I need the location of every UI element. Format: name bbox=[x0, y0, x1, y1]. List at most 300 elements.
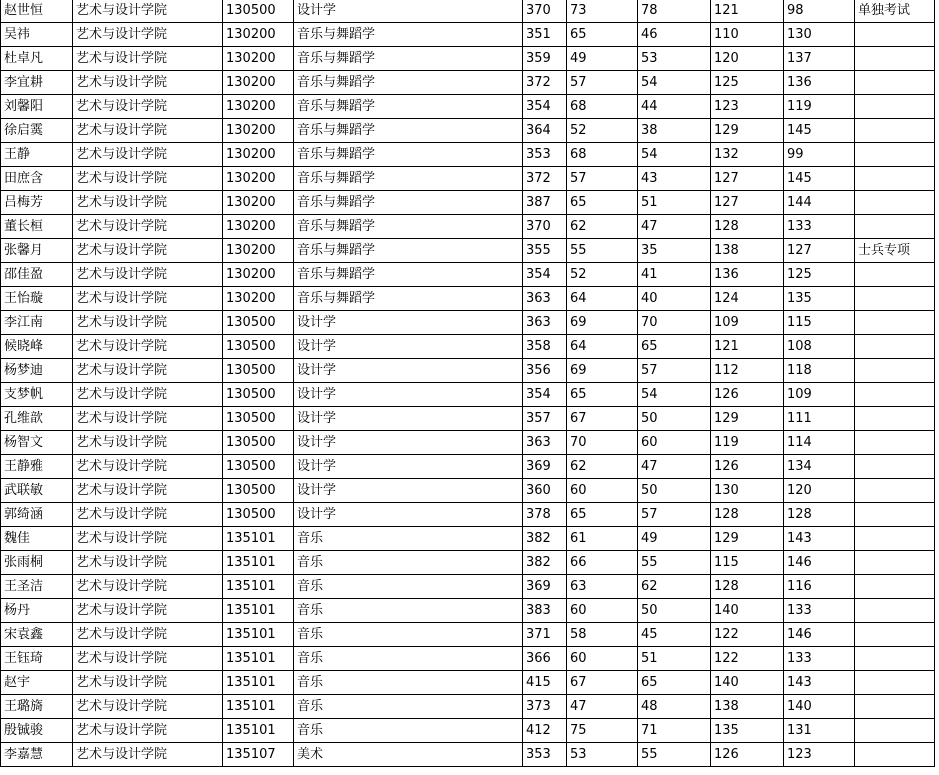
remark-cell[interactable] bbox=[855, 479, 935, 503]
college-cell[interactable]: 艺术与设计学院 bbox=[73, 719, 223, 743]
college-cell[interactable]: 艺术与设计学院 bbox=[73, 503, 223, 527]
major-name-cell[interactable]: 音乐 bbox=[294, 623, 523, 647]
score-4-cell[interactable]: 115 bbox=[784, 311, 855, 335]
score-3-cell[interactable]: 136 bbox=[711, 263, 784, 287]
name-cell[interactable]: 宋袁鑫 bbox=[1, 623, 73, 647]
name-cell[interactable]: 李嘉慧 bbox=[1, 743, 73, 767]
score-3-cell[interactable]: 127 bbox=[711, 191, 784, 215]
total-score-cell[interactable]: 351 bbox=[523, 23, 567, 47]
major-name-cell[interactable]: 音乐 bbox=[294, 671, 523, 695]
score-3-cell[interactable]: 120 bbox=[711, 47, 784, 71]
name-cell[interactable]: 吴祎 bbox=[1, 23, 73, 47]
college-cell[interactable]: 艺术与设计学院 bbox=[73, 599, 223, 623]
major-code-cell[interactable]: 135101 bbox=[223, 695, 294, 719]
remark-cell[interactable] bbox=[855, 647, 935, 671]
college-cell[interactable]: 艺术与设计学院 bbox=[73, 383, 223, 407]
total-score-cell[interactable]: 412 bbox=[523, 719, 567, 743]
major-code-cell[interactable]: 135101 bbox=[223, 599, 294, 623]
score-2-cell[interactable]: 51 bbox=[638, 191, 711, 215]
score-1-cell[interactable]: 57 bbox=[567, 167, 638, 191]
college-cell[interactable]: 艺术与设计学院 bbox=[73, 215, 223, 239]
score-1-cell[interactable]: 63 bbox=[567, 575, 638, 599]
total-score-cell[interactable]: 370 bbox=[523, 0, 567, 23]
total-score-cell[interactable]: 357 bbox=[523, 407, 567, 431]
major-name-cell[interactable]: 音乐与舞蹈学 bbox=[294, 263, 523, 287]
score-1-cell[interactable]: 61 bbox=[567, 527, 638, 551]
major-name-cell[interactable]: 音乐 bbox=[294, 647, 523, 671]
score-4-cell[interactable]: 130 bbox=[784, 23, 855, 47]
score-4-cell[interactable]: 120 bbox=[784, 479, 855, 503]
score-2-cell[interactable]: 62 bbox=[638, 575, 711, 599]
score-1-cell[interactable]: 73 bbox=[567, 0, 638, 23]
major-name-cell[interactable]: 设计学 bbox=[294, 0, 523, 23]
remark-cell[interactable] bbox=[855, 287, 935, 311]
score-3-cell[interactable]: 115 bbox=[711, 551, 784, 575]
score-2-cell[interactable]: 45 bbox=[638, 623, 711, 647]
score-2-cell[interactable]: 49 bbox=[638, 527, 711, 551]
major-code-cell[interactable]: 130500 bbox=[223, 479, 294, 503]
score-4-cell[interactable]: 133 bbox=[784, 215, 855, 239]
major-code-cell[interactable]: 135101 bbox=[223, 671, 294, 695]
score-3-cell[interactable]: 122 bbox=[711, 623, 784, 647]
score-1-cell[interactable]: 52 bbox=[567, 119, 638, 143]
score-3-cell[interactable]: 124 bbox=[711, 287, 784, 311]
remark-cell[interactable] bbox=[855, 623, 935, 647]
major-code-cell[interactable]: 130500 bbox=[223, 431, 294, 455]
score-3-cell[interactable]: 128 bbox=[711, 575, 784, 599]
score-3-cell[interactable]: 123 bbox=[711, 95, 784, 119]
major-name-cell[interactable]: 音乐与舞蹈学 bbox=[294, 47, 523, 71]
score-4-cell[interactable]: 114 bbox=[784, 431, 855, 455]
score-4-cell[interactable]: 143 bbox=[784, 671, 855, 695]
total-score-cell[interactable]: 356 bbox=[523, 359, 567, 383]
major-name-cell[interactable]: 音乐与舞蹈学 bbox=[294, 143, 523, 167]
major-code-cell[interactable]: 130200 bbox=[223, 167, 294, 191]
major-name-cell[interactable]: 音乐与舞蹈学 bbox=[294, 167, 523, 191]
score-3-cell[interactable]: 129 bbox=[711, 119, 784, 143]
score-3-cell[interactable]: 128 bbox=[711, 503, 784, 527]
score-1-cell[interactable]: 55 bbox=[567, 239, 638, 263]
score-1-cell[interactable]: 64 bbox=[567, 287, 638, 311]
score-3-cell[interactable]: 128 bbox=[711, 215, 784, 239]
score-2-cell[interactable]: 43 bbox=[638, 167, 711, 191]
college-cell[interactable]: 艺术与设计学院 bbox=[73, 119, 223, 143]
major-name-cell[interactable]: 音乐与舞蹈学 bbox=[294, 119, 523, 143]
score-3-cell[interactable]: 121 bbox=[711, 0, 784, 23]
score-1-cell[interactable]: 60 bbox=[567, 647, 638, 671]
remark-cell[interactable] bbox=[855, 119, 935, 143]
score-3-cell[interactable]: 126 bbox=[711, 743, 784, 767]
major-name-cell[interactable]: 音乐与舞蹈学 bbox=[294, 215, 523, 239]
college-cell[interactable]: 艺术与设计学院 bbox=[73, 71, 223, 95]
score-1-cell[interactable]: 65 bbox=[567, 383, 638, 407]
score-2-cell[interactable]: 54 bbox=[638, 383, 711, 407]
major-code-cell[interactable]: 130200 bbox=[223, 119, 294, 143]
score-2-cell[interactable]: 41 bbox=[638, 263, 711, 287]
college-cell[interactable]: 艺术与设计学院 bbox=[73, 695, 223, 719]
score-2-cell[interactable]: 46 bbox=[638, 23, 711, 47]
score-1-cell[interactable]: 52 bbox=[567, 263, 638, 287]
total-score-cell[interactable]: 360 bbox=[523, 479, 567, 503]
score-3-cell[interactable]: 140 bbox=[711, 599, 784, 623]
college-cell[interactable]: 艺术与设计学院 bbox=[73, 0, 223, 23]
remark-cell[interactable] bbox=[855, 575, 935, 599]
major-code-cell[interactable]: 135101 bbox=[223, 575, 294, 599]
score-1-cell[interactable]: 60 bbox=[567, 599, 638, 623]
score-1-cell[interactable]: 68 bbox=[567, 143, 638, 167]
score-3-cell[interactable]: 126 bbox=[711, 455, 784, 479]
major-name-cell[interactable]: 音乐 bbox=[294, 695, 523, 719]
name-cell[interactable]: 王怡璇 bbox=[1, 287, 73, 311]
name-cell[interactable]: 武联敏 bbox=[1, 479, 73, 503]
remark-cell[interactable] bbox=[855, 527, 935, 551]
remark-cell[interactable] bbox=[855, 719, 935, 743]
major-code-cell[interactable]: 130500 bbox=[223, 383, 294, 407]
remark-cell[interactable] bbox=[855, 359, 935, 383]
college-cell[interactable]: 艺术与设计学院 bbox=[73, 143, 223, 167]
remark-cell[interactable] bbox=[855, 143, 935, 167]
score-2-cell[interactable]: 50 bbox=[638, 599, 711, 623]
total-score-cell[interactable]: 354 bbox=[523, 263, 567, 287]
score-2-cell[interactable]: 55 bbox=[638, 551, 711, 575]
score-2-cell[interactable]: 50 bbox=[638, 407, 711, 431]
score-2-cell[interactable]: 44 bbox=[638, 95, 711, 119]
score-3-cell[interactable]: 129 bbox=[711, 527, 784, 551]
college-cell[interactable]: 艺术与设计学院 bbox=[73, 95, 223, 119]
major-code-cell[interactable]: 130500 bbox=[223, 0, 294, 23]
major-code-cell[interactable]: 135101 bbox=[223, 719, 294, 743]
total-score-cell[interactable]: 363 bbox=[523, 311, 567, 335]
major-code-cell[interactable]: 130200 bbox=[223, 47, 294, 71]
remark-cell[interactable] bbox=[855, 167, 935, 191]
college-cell[interactable]: 艺术与设计学院 bbox=[73, 455, 223, 479]
college-cell[interactable]: 艺术与设计学院 bbox=[73, 647, 223, 671]
score-3-cell[interactable]: 130 bbox=[711, 479, 784, 503]
name-cell[interactable]: 吕梅芳 bbox=[1, 191, 73, 215]
score-1-cell[interactable]: 75 bbox=[567, 719, 638, 743]
score-1-cell[interactable]: 65 bbox=[567, 23, 638, 47]
score-4-cell[interactable]: 143 bbox=[784, 527, 855, 551]
major-name-cell[interactable]: 设计学 bbox=[294, 311, 523, 335]
score-3-cell[interactable]: 127 bbox=[711, 167, 784, 191]
score-3-cell[interactable]: 112 bbox=[711, 359, 784, 383]
score-1-cell[interactable]: 65 bbox=[567, 503, 638, 527]
score-4-cell[interactable]: 119 bbox=[784, 95, 855, 119]
total-score-cell[interactable]: 355 bbox=[523, 239, 567, 263]
score-3-cell[interactable]: 138 bbox=[711, 695, 784, 719]
major-code-cell[interactable]: 130200 bbox=[223, 239, 294, 263]
total-score-cell[interactable]: 372 bbox=[523, 71, 567, 95]
name-cell[interactable]: 杨智文 bbox=[1, 431, 73, 455]
score-4-cell[interactable]: 133 bbox=[784, 647, 855, 671]
major-name-cell[interactable]: 音乐 bbox=[294, 575, 523, 599]
college-cell[interactable]: 艺术与设计学院 bbox=[73, 551, 223, 575]
total-score-cell[interactable]: 373 bbox=[523, 695, 567, 719]
score-2-cell[interactable]: 54 bbox=[638, 143, 711, 167]
score-4-cell[interactable]: 146 bbox=[784, 623, 855, 647]
major-code-cell[interactable]: 135107 bbox=[223, 743, 294, 767]
score-3-cell[interactable]: 138 bbox=[711, 239, 784, 263]
name-cell[interactable]: 赵世恒 bbox=[1, 0, 73, 23]
remark-cell[interactable] bbox=[855, 47, 935, 71]
score-4-cell[interactable]: 111 bbox=[784, 407, 855, 431]
remark-cell[interactable] bbox=[855, 599, 935, 623]
score-3-cell[interactable]: 109 bbox=[711, 311, 784, 335]
major-code-cell[interactable]: 130500 bbox=[223, 455, 294, 479]
total-score-cell[interactable]: 354 bbox=[523, 95, 567, 119]
score-4-cell[interactable]: 135 bbox=[784, 287, 855, 311]
score-3-cell[interactable]: 135 bbox=[711, 719, 784, 743]
score-1-cell[interactable]: 69 bbox=[567, 311, 638, 335]
score-2-cell[interactable]: 55 bbox=[638, 743, 711, 767]
name-cell[interactable]: 杨丹 bbox=[1, 599, 73, 623]
major-code-cell[interactable]: 130500 bbox=[223, 311, 294, 335]
name-cell[interactable]: 候晓峰 bbox=[1, 335, 73, 359]
remark-cell[interactable] bbox=[855, 23, 935, 47]
college-cell[interactable]: 艺术与设计学院 bbox=[73, 623, 223, 647]
major-name-cell[interactable]: 音乐与舞蹈学 bbox=[294, 239, 523, 263]
score-2-cell[interactable]: 40 bbox=[638, 287, 711, 311]
score-4-cell[interactable]: 145 bbox=[784, 119, 855, 143]
remark-cell[interactable] bbox=[855, 191, 935, 215]
score-2-cell[interactable]: 71 bbox=[638, 719, 711, 743]
score-4-cell[interactable]: 145 bbox=[784, 167, 855, 191]
total-score-cell[interactable]: 382 bbox=[523, 551, 567, 575]
name-cell[interactable]: 李宜耕 bbox=[1, 71, 73, 95]
score-3-cell[interactable]: 126 bbox=[711, 383, 784, 407]
remark-cell[interactable] bbox=[855, 95, 935, 119]
score-1-cell[interactable]: 53 bbox=[567, 743, 638, 767]
major-code-cell[interactable]: 130500 bbox=[223, 335, 294, 359]
major-code-cell[interactable]: 135101 bbox=[223, 647, 294, 671]
score-1-cell[interactable]: 70 bbox=[567, 431, 638, 455]
score-4-cell[interactable]: 146 bbox=[784, 551, 855, 575]
total-score-cell[interactable]: 378 bbox=[523, 503, 567, 527]
remark-cell[interactable] bbox=[855, 311, 935, 335]
major-name-cell[interactable]: 音乐 bbox=[294, 599, 523, 623]
major-name-cell[interactable]: 音乐与舞蹈学 bbox=[294, 191, 523, 215]
score-4-cell[interactable]: 137 bbox=[784, 47, 855, 71]
score-2-cell[interactable]: 51 bbox=[638, 647, 711, 671]
score-1-cell[interactable]: 64 bbox=[567, 335, 638, 359]
name-cell[interactable]: 赵宇 bbox=[1, 671, 73, 695]
total-score-cell[interactable]: 353 bbox=[523, 143, 567, 167]
remark-cell[interactable] bbox=[855, 671, 935, 695]
total-score-cell[interactable]: 359 bbox=[523, 47, 567, 71]
major-name-cell[interactable]: 设计学 bbox=[294, 431, 523, 455]
score-1-cell[interactable]: 60 bbox=[567, 479, 638, 503]
name-cell[interactable]: 张雨桐 bbox=[1, 551, 73, 575]
score-3-cell[interactable]: 122 bbox=[711, 647, 784, 671]
name-cell[interactable]: 支梦帆 bbox=[1, 383, 73, 407]
major-code-cell[interactable]: 130200 bbox=[223, 287, 294, 311]
remark-cell[interactable] bbox=[855, 455, 935, 479]
total-score-cell[interactable]: 363 bbox=[523, 287, 567, 311]
college-cell[interactable]: 艺术与设计学院 bbox=[73, 407, 223, 431]
total-score-cell[interactable]: 363 bbox=[523, 431, 567, 455]
score-2-cell[interactable]: 78 bbox=[638, 0, 711, 23]
college-cell[interactable]: 艺术与设计学院 bbox=[73, 263, 223, 287]
score-3-cell[interactable]: 129 bbox=[711, 407, 784, 431]
remark-cell[interactable]: 单独考试 bbox=[855, 0, 935, 23]
major-code-cell[interactable]: 130500 bbox=[223, 407, 294, 431]
name-cell[interactable]: 李江南 bbox=[1, 311, 73, 335]
score-2-cell[interactable]: 47 bbox=[638, 215, 711, 239]
college-cell[interactable]: 艺术与设计学院 bbox=[73, 167, 223, 191]
score-4-cell[interactable]: 125 bbox=[784, 263, 855, 287]
remark-cell[interactable] bbox=[855, 431, 935, 455]
college-cell[interactable]: 艺术与设计学院 bbox=[73, 527, 223, 551]
total-score-cell[interactable]: 383 bbox=[523, 599, 567, 623]
total-score-cell[interactable]: 372 bbox=[523, 167, 567, 191]
score-3-cell[interactable]: 132 bbox=[711, 143, 784, 167]
major-name-cell[interactable]: 音乐与舞蹈学 bbox=[294, 95, 523, 119]
college-cell[interactable]: 艺术与设计学院 bbox=[73, 575, 223, 599]
remark-cell[interactable] bbox=[855, 335, 935, 359]
score-1-cell[interactable]: 57 bbox=[567, 71, 638, 95]
major-code-cell[interactable]: 130200 bbox=[223, 215, 294, 239]
score-4-cell[interactable]: 127 bbox=[784, 239, 855, 263]
score-2-cell[interactable]: 70 bbox=[638, 311, 711, 335]
college-cell[interactable]: 艺术与设计学院 bbox=[73, 671, 223, 695]
major-name-cell[interactable]: 音乐与舞蹈学 bbox=[294, 71, 523, 95]
major-code-cell[interactable]: 135101 bbox=[223, 623, 294, 647]
score-4-cell[interactable]: 116 bbox=[784, 575, 855, 599]
name-cell[interactable]: 王圣洁 bbox=[1, 575, 73, 599]
name-cell[interactable]: 刘馨阳 bbox=[1, 95, 73, 119]
college-cell[interactable]: 艺术与设计学院 bbox=[73, 335, 223, 359]
major-code-cell[interactable]: 130500 bbox=[223, 359, 294, 383]
total-score-cell[interactable]: 364 bbox=[523, 119, 567, 143]
major-name-cell[interactable]: 美术 bbox=[294, 743, 523, 767]
remark-cell[interactable] bbox=[855, 503, 935, 527]
score-2-cell[interactable]: 48 bbox=[638, 695, 711, 719]
score-2-cell[interactable]: 57 bbox=[638, 503, 711, 527]
total-score-cell[interactable]: 354 bbox=[523, 383, 567, 407]
major-code-cell[interactable]: 135101 bbox=[223, 527, 294, 551]
score-1-cell[interactable]: 47 bbox=[567, 695, 638, 719]
score-1-cell[interactable]: 62 bbox=[567, 455, 638, 479]
score-4-cell[interactable]: 131 bbox=[784, 719, 855, 743]
score-3-cell[interactable]: 140 bbox=[711, 671, 784, 695]
score-1-cell[interactable]: 62 bbox=[567, 215, 638, 239]
name-cell[interactable]: 张馨月 bbox=[1, 239, 73, 263]
major-code-cell[interactable]: 135101 bbox=[223, 551, 294, 575]
remark-cell[interactable] bbox=[855, 263, 935, 287]
name-cell[interactable]: 王静 bbox=[1, 143, 73, 167]
major-name-cell[interactable]: 设计学 bbox=[294, 383, 523, 407]
major-name-cell[interactable]: 设计学 bbox=[294, 335, 523, 359]
major-name-cell[interactable]: 音乐 bbox=[294, 551, 523, 575]
name-cell[interactable]: 杨梦迪 bbox=[1, 359, 73, 383]
college-cell[interactable]: 艺术与设计学院 bbox=[73, 479, 223, 503]
major-code-cell[interactable]: 130200 bbox=[223, 71, 294, 95]
major-name-cell[interactable]: 音乐 bbox=[294, 719, 523, 743]
college-cell[interactable]: 艺术与设计学院 bbox=[73, 239, 223, 263]
college-cell[interactable]: 艺术与设计学院 bbox=[73, 287, 223, 311]
major-code-cell[interactable]: 130200 bbox=[223, 191, 294, 215]
name-cell[interactable]: 田庶含 bbox=[1, 167, 73, 191]
score-2-cell[interactable]: 57 bbox=[638, 359, 711, 383]
remark-cell[interactable]: 士兵专项 bbox=[855, 239, 935, 263]
score-4-cell[interactable]: 133 bbox=[784, 599, 855, 623]
total-score-cell[interactable]: 369 bbox=[523, 575, 567, 599]
college-cell[interactable]: 艺术与设计学院 bbox=[73, 359, 223, 383]
college-cell[interactable]: 艺术与设计学院 bbox=[73, 191, 223, 215]
remark-cell[interactable] bbox=[855, 71, 935, 95]
total-score-cell[interactable]: 415 bbox=[523, 671, 567, 695]
remark-cell[interactable] bbox=[855, 551, 935, 575]
major-code-cell[interactable]: 130200 bbox=[223, 95, 294, 119]
total-score-cell[interactable]: 371 bbox=[523, 623, 567, 647]
score-4-cell[interactable]: 109 bbox=[784, 383, 855, 407]
score-2-cell[interactable]: 47 bbox=[638, 455, 711, 479]
name-cell[interactable]: 殷铖骏 bbox=[1, 719, 73, 743]
remark-cell[interactable] bbox=[855, 407, 935, 431]
major-code-cell[interactable]: 130200 bbox=[223, 263, 294, 287]
name-cell[interactable]: 王钰琦 bbox=[1, 647, 73, 671]
major-code-cell[interactable]: 130500 bbox=[223, 503, 294, 527]
score-1-cell[interactable]: 69 bbox=[567, 359, 638, 383]
score-1-cell[interactable]: 67 bbox=[567, 671, 638, 695]
college-cell[interactable]: 艺术与设计学院 bbox=[73, 743, 223, 767]
score-4-cell[interactable]: 123 bbox=[784, 743, 855, 767]
score-2-cell[interactable]: 54 bbox=[638, 71, 711, 95]
score-1-cell[interactable]: 49 bbox=[567, 47, 638, 71]
name-cell[interactable]: 孔维歆 bbox=[1, 407, 73, 431]
score-4-cell[interactable]: 118 bbox=[784, 359, 855, 383]
college-cell[interactable]: 艺术与设计学院 bbox=[73, 311, 223, 335]
major-code-cell[interactable]: 130200 bbox=[223, 23, 294, 47]
score-4-cell[interactable]: 108 bbox=[784, 335, 855, 359]
score-3-cell[interactable]: 119 bbox=[711, 431, 784, 455]
college-cell[interactable]: 艺术与设计学院 bbox=[73, 47, 223, 71]
name-cell[interactable]: 董长桓 bbox=[1, 215, 73, 239]
score-1-cell[interactable]: 58 bbox=[567, 623, 638, 647]
score-1-cell[interactable]: 65 bbox=[567, 191, 638, 215]
score-1-cell[interactable]: 67 bbox=[567, 407, 638, 431]
total-score-cell[interactable]: 358 bbox=[523, 335, 567, 359]
name-cell[interactable]: 王璐旖 bbox=[1, 695, 73, 719]
score-1-cell[interactable]: 68 bbox=[567, 95, 638, 119]
total-score-cell[interactable]: 387 bbox=[523, 191, 567, 215]
score-4-cell[interactable]: 99 bbox=[784, 143, 855, 167]
major-name-cell[interactable]: 音乐与舞蹈学 bbox=[294, 23, 523, 47]
score-2-cell[interactable]: 65 bbox=[638, 671, 711, 695]
major-name-cell[interactable]: 设计学 bbox=[294, 503, 523, 527]
name-cell[interactable]: 杜卓凡 bbox=[1, 47, 73, 71]
total-score-cell[interactable]: 382 bbox=[523, 527, 567, 551]
score-1-cell[interactable]: 66 bbox=[567, 551, 638, 575]
remark-cell[interactable] bbox=[855, 215, 935, 239]
major-name-cell[interactable]: 设计学 bbox=[294, 455, 523, 479]
name-cell[interactable]: 郭绮涵 bbox=[1, 503, 73, 527]
name-cell[interactable]: 邵佳盈 bbox=[1, 263, 73, 287]
score-3-cell[interactable]: 121 bbox=[711, 335, 784, 359]
score-4-cell[interactable]: 98 bbox=[784, 0, 855, 23]
college-cell[interactable]: 艺术与设计学院 bbox=[73, 431, 223, 455]
score-4-cell[interactable]: 144 bbox=[784, 191, 855, 215]
score-2-cell[interactable]: 60 bbox=[638, 431, 711, 455]
name-cell[interactable]: 徐启霙 bbox=[1, 119, 73, 143]
score-2-cell[interactable]: 35 bbox=[638, 239, 711, 263]
major-name-cell[interactable]: 音乐与舞蹈学 bbox=[294, 287, 523, 311]
major-name-cell[interactable]: 音乐 bbox=[294, 527, 523, 551]
score-2-cell[interactable]: 53 bbox=[638, 47, 711, 71]
score-2-cell[interactable]: 38 bbox=[638, 119, 711, 143]
major-name-cell[interactable]: 设计学 bbox=[294, 479, 523, 503]
remark-cell[interactable] bbox=[855, 743, 935, 767]
